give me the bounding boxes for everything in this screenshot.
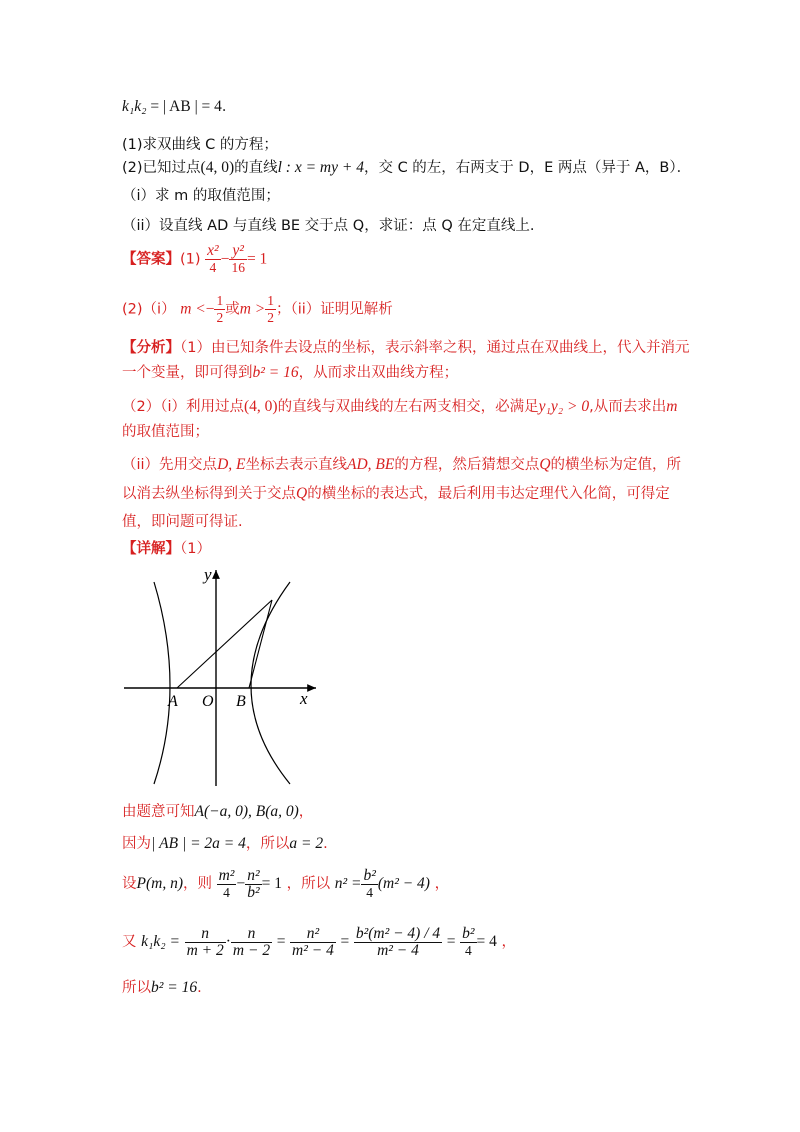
solution-line-4: 又 k₁k₂ = $\frac{n}{m + 2}$ · $\frac{n}{m - 2}$ = $\frac{\text{n²}}{\text{m² − 4}}$ = $\frac{\text{b²(m² − 4) / 4}}{\text{m² − 4}}$ = $\frac{\text{b²}}{4}$ = 4 ， — [122, 924, 517, 959]
solution-line-1: 由题意可知A(−a, 0), B(a, 0)， — [122, 803, 314, 820]
fraction-y2-16: $\frac{\text{y²}}{16}$ — [231, 242, 245, 275]
fraction-one-half: $\frac{1}{2}$ — [216, 293, 224, 325]
left-branch — [154, 582, 170, 784]
hyperbola-diagram — [120, 560, 325, 790]
origin-label: O — [202, 693, 214, 710]
fraction-compound: $\frac{\text{b²(m² − 4) / 4}}{\text{m² − 4}}$ — [355, 924, 441, 959]
analysis-line-6: 以消去纵坐标得到关于交点Q的横坐标的表达式，最后利用韦达定理代入化简，可得定 — [122, 485, 670, 502]
analysis-line-7: 值，即问题可得证. — [122, 514, 243, 530]
fraction-n2-m2-4: $\frac{\text{n²}}{\text{m² − 4}}$ — [292, 924, 334, 959]
fraction-b2-4: $\frac{\text{b²}}{4}$ — [363, 866, 376, 900]
analysis-line-4: 的取值范围； — [122, 424, 209, 440]
fraction-n-m-minus-2: $\frac{n}{m - 2}$ — [232, 924, 271, 959]
analysis-line-1: 【分析】（1）由已知条件去设点的坐标，表示斜率之积，通过点在双曲线上，代入并消元 — [122, 340, 690, 356]
detail-tag: 【详解】 — [122, 541, 180, 557]
question-2-ii: （ii）设直线 AD 与直线 BE 交于点 Q，求证：点 Q 在定直线上. — [122, 218, 535, 234]
right-branch — [251, 582, 290, 784]
answer-line-2: (2)（i） m <− $\frac{1}{2}$ 或m > $\frac{1}{2}$ ；（ii）证明见解析 — [122, 293, 393, 325]
analysis-line-2: 一个变量，即可得到b² = 16，从而求出双曲线方程； — [122, 364, 459, 381]
fraction-one-half-2: $\frac{1}{2}$ — [267, 293, 274, 325]
question-1: (1)求双曲线 C 的方程； — [122, 137, 278, 153]
condition-line: k₁k₂ = | AB | = 4． — [122, 98, 237, 115]
solution-line-5: 所以b² = 16. — [122, 979, 202, 996]
fraction-n2-b2: $\frac{\text{n²}}{\text{b²}}$ — [247, 866, 260, 901]
point-B-label: B — [236, 693, 246, 710]
condition-value: = | AB | = 4 — [146, 98, 222, 115]
hyperbola-figure — [120, 560, 325, 790]
line-equation: l : x = my + 4 — [277, 159, 364, 176]
y-axis-label: y — [204, 565, 212, 584]
fraction-b2-over-4: $\frac{\text{b²}}{4}$ — [462, 924, 475, 958]
line-BP — [249, 600, 272, 688]
fraction-x2-4: $\frac{\text{x²}}{4}$ — [207, 242, 219, 275]
analysis-tag: 【分析】 — [122, 340, 180, 356]
fraction-m2-4: $\frac{\text{m²}}{4}$ — [218, 866, 235, 900]
detail-header: 【详解】（1） — [122, 541, 211, 557]
answer-tag: 【答案】 — [122, 251, 180, 268]
question-2-i: （i）求 m 的取值范围； — [122, 188, 280, 204]
slope-product: k₁k₂ — [122, 98, 147, 115]
x-axis-label: x — [300, 689, 308, 708]
solution-line-2: 因为| AB | = 2a = 4，所以a = 2. — [122, 835, 328, 852]
answer-line-1: 【答案】(1) $\frac{\text{x²}}{4}$ − $\frac{\text{y²}}{16}$ = 1 — [122, 242, 268, 275]
solution-line-3: 设P(m, n)，则 $\frac{\text{m²}}{4}$ − $\frac{\text{n²}}{\text{b²}}$ = 1 ，所以 n² = $\frac{\text{b²}}{4}$ (m² − 4) ， — [122, 866, 450, 901]
question-2: (2)已知过点(4, 0)的直线l : x = my + 4，交 C 的左，右两支于 D，E 两点（异于 A，B）． — [122, 159, 692, 176]
point-A-label: A — [168, 693, 178, 710]
analysis-line-5: （ii）先用交点D, E坐标去表示直线AD, BE的方程，然后猜想交点Q的横坐标为定值，所 — [122, 456, 682, 473]
fraction-n-m-plus-2: $\frac{n}{m + 2}$ — [186, 924, 224, 959]
analysis-line-3: （2）（i）利用过点(4, 0)的直线与双曲线的左右两支相交，必满足y₁y₂ > 0,从而去求出m — [122, 398, 678, 415]
